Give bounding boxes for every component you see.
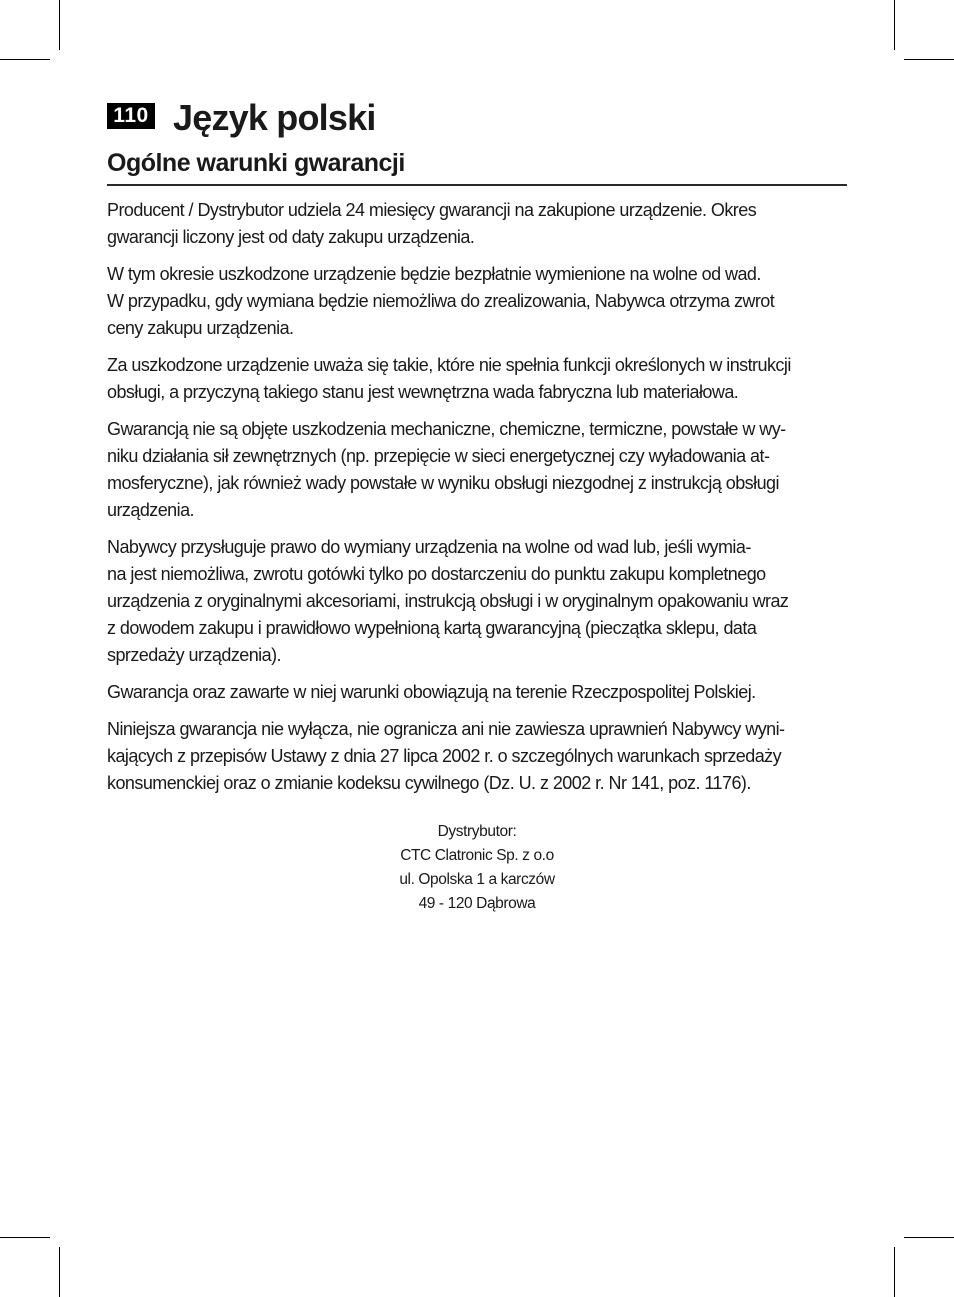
crop-mark-top-left-horizontal xyxy=(0,59,50,60)
paragraph-warranty-period xyxy=(107,197,849,251)
paragraph-legal-rights xyxy=(107,716,849,797)
warranty-body xyxy=(107,197,849,807)
crop-mark-top-left-vertical xyxy=(59,0,60,50)
paragraph-buyer-rights xyxy=(107,534,849,669)
text-line: Gwarancją nie są objęte uszkodzenia mechaniczne, chemiczne, termiczne, powstałe w wy- xyxy=(107,419,786,439)
crop-mark-top-right-vertical xyxy=(894,0,895,50)
text-line: kających z przepisów Ustawy z dnia 27 lipca 2002 r. o szczególnych warunkach sprzedaży xyxy=(107,746,782,766)
paragraph-exclusions xyxy=(107,416,849,524)
text-line: na jest niemożliwa, zwrotu gotówki tylko po dostarczeniu do punktu zakupu kompletnego xyxy=(107,564,766,584)
section-title: Ogólne warunki gwarancji xyxy=(107,149,405,177)
distributor-street: ul. Opolska 1 a karczów xyxy=(399,871,555,888)
crop-mark-bottom-left-vertical xyxy=(59,1247,60,1297)
text-line: urządzenia. xyxy=(107,500,195,520)
text-line: gwarancji liczony jest od daty zakupu urządzenia. xyxy=(107,227,475,247)
crop-mark-bottom-right-vertical xyxy=(894,1247,895,1297)
text-line: urządzenia z oryginalnymi akcesoriami, instrukcją obsługi i w oryginalnym opakowaniu wraz xyxy=(107,591,789,611)
distributor-address xyxy=(307,820,647,916)
text-line: Producent / Dystrybutor udziela 24 miesięcy gwarancji na zakupione urządzenie. Okres xyxy=(107,200,757,220)
page-header xyxy=(107,96,847,140)
distributor-company: CTC Clatronic Sp. z o.o xyxy=(400,847,554,864)
text-line: mosferyczne), jak również wady powstałe w wyniku obsługi niezgodnej z instrukcją obsługi xyxy=(107,473,779,493)
text-line: Gwarancja oraz zawarte w niej warunki obowiązują na terenie Rzeczpospolitej Polskiej. xyxy=(107,682,756,702)
distributor-city: 49 - 120 Dąbrowa xyxy=(418,895,536,912)
text-line: konsumenckiej oraz o zmianie kodeksu cywilnego (Dz. U. z 2002 r. Nr 141, poz. 1176). xyxy=(107,773,751,793)
text-line: Za uszkodzone urządzenie uważa się takie, które nie spełnia funkcji określonych w instrukcji xyxy=(107,355,791,375)
text-line: W przypadku, gdy wymiana będzie niemożliwa do zrealizowania, Nabywca otrzyma zwrot xyxy=(107,291,775,311)
paragraph-replacement xyxy=(107,261,849,342)
paragraph-territory xyxy=(107,679,849,706)
text-line: ceny zakupu urządzenia. xyxy=(107,318,294,338)
crop-mark-top-right-horizontal xyxy=(904,59,954,60)
text-line: z dowodem zakupu i prawidłowo wypełnioną kartą gwarancyjną (pieczątka sklepu, data xyxy=(107,618,757,638)
section-divider xyxy=(107,184,847,186)
page-number-badge: 110 xyxy=(107,103,155,129)
text-line: Nabywcy przysługuje prawo do wymiany urządzenia na wolne od wad lub, jeśli wymia- xyxy=(107,537,751,557)
language-title: Język polski xyxy=(173,97,376,138)
crop-mark-bottom-left-horizontal xyxy=(0,1237,50,1238)
distributor-label: Dystrybutor: xyxy=(437,823,517,840)
text-line: Niniejsza gwarancja nie wyłącza, nie ogranicza ani nie zawiesza uprawnień Nabywcy wyni- xyxy=(107,719,785,739)
paragraph-defect-definition xyxy=(107,352,849,406)
crop-mark-bottom-right-horizontal xyxy=(904,1237,954,1238)
text-line: W tym okresie uszkodzone urządzenie będzie bezpłatnie wymienione na wolne od wad. xyxy=(107,264,761,284)
text-line: niku działania sił zewnętrznych (np. przepięcie w sieci energetycznej czy wyładowania at- xyxy=(107,446,770,466)
text-line: sprzedaży urządzenia). xyxy=(107,645,281,665)
text-line: obsługi, a przyczyną takiego stanu jest wewnętrzna wada fabryczna lub materiałowa. xyxy=(107,382,739,402)
